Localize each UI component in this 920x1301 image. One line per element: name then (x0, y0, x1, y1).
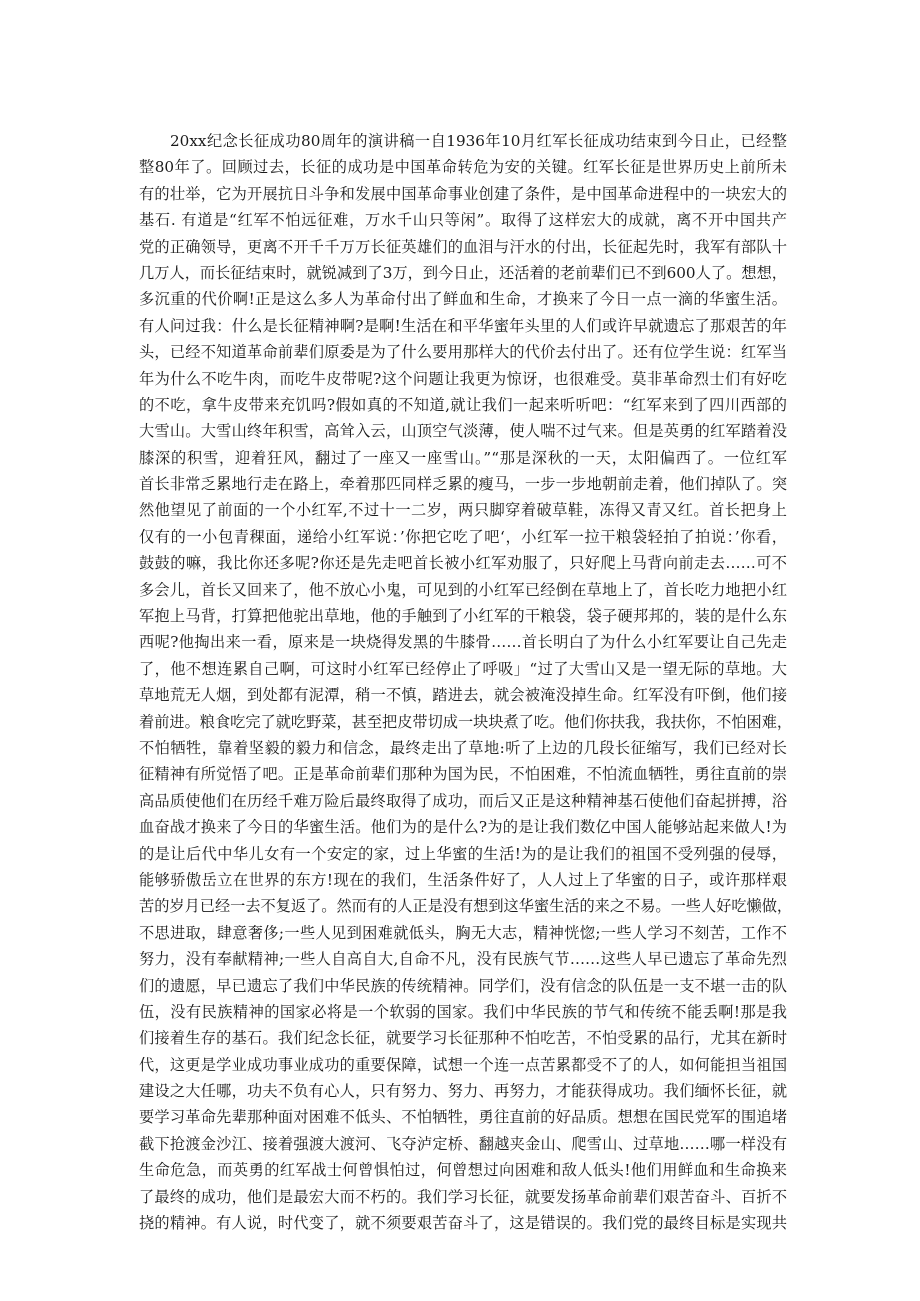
text-line: 们的遗愿，早已遗忘了我们中华民族的传统精神。同学们，没有信念的队伍是一支不堪一击的队 (139, 976, 787, 995)
text-line: 膝深的积雪，迎着狂风，翻过了一座又一座雪山。”“那是深秋的一天，太阳偏西了。一位红军 (139, 448, 787, 467)
text-line: 有人问过我：什么是长征精神啊?是啊!生活在和平华蜜年头里的人们或许早就遗忘了那艰苦的年 (139, 316, 787, 335)
text-line: 然他望见了前面的一个小红军,不过十一二岁，两只脚穿着破草鞋，冻得又青又红。首长把身上 (139, 501, 787, 520)
text-line: 首长非常乏累地行走在路上，牵着那匹同样乏累的瘦马，一步一步地朝前走着，他们掉队了。突 (139, 475, 787, 494)
text-line: 不怕牺牲，靠着坚毅的毅力和信念，最终走出了草地:听了上边的几段长征缩写，我们已经对长 (139, 738, 787, 757)
text-line: 基石. 有道是“红军不怕远征难，万水千山只等闲”。取得了这样宏大的成就，离不开中国共产 (139, 211, 787, 230)
text-line: 草地荒无人烟，到处都有泥潭，稍一不慎，踏进去，就会被淹没掉生命。红军没有吓倒，他们接 (139, 686, 787, 705)
text-line: 头，已经不知道革命前辈们原委是为了什么要用那样大的代价去付出了。还有位学生说：红军当 (139, 343, 787, 362)
text-line: 的是让后代中华儿女有一个安定的家，过上华蜜的生活!为的是让我们的祖国不受列强的侵辱， (139, 844, 787, 863)
text-line: 生命危急，而英勇的红军战士何曾惧怕过，何曾想过向困难和敌人低头!他们用鲜血和生命换来 (139, 1161, 787, 1180)
text-line: 多沉重的代价啊!正是这么多人为革命付出了鲜血和生命，才换来了今日一点一滴的华蜜生活。 (139, 290, 787, 309)
text-line: 了最终的成功，他们是最宏大而不朽的。我们学习长征，就要发扬革命前辈们艰苦奋斗、百折不 (139, 1187, 787, 1206)
text-line: 截下抢渡金沙江、接着强渡大渡河、飞夺泸定桥、翻越夹金山、爬雪山、过草地……哪一样没有 (139, 1134, 787, 1153)
text-line: 20xx纪念长征成功80周年的演讲稿一自1936年10月红军长征成功结束到今日止，已经整 (170, 132, 787, 150)
text-line: 代，这更是学业成功事业成功的重要保障，试想一个连一点苦累都受不了的人，如何能担当祖国 (139, 1055, 787, 1074)
text-line: 要学习革命先辈那种面对困难不低头、不怕牺牲，勇往直前的好品质。想想在国民党军的围追堵 (139, 1108, 787, 1127)
text-line: 努力，没有奉献精神;一些人自高自大,自命不凡，没有民族气节……这些人早已遗忘了革命先烈 (139, 950, 787, 969)
text-line: 高品质使他们在历经千难万险后最终取得了成功，而后又正是这种精神基石使他们奋起拼搏，浴 (139, 791, 787, 810)
text-line: 整80年了。回顾过去，长征的成功是中国革命转危为安的关键。红军长征是世界历史上前所未 (139, 158, 787, 177)
text-line: 着前进。粮食吃完了就吃野菜，甚至把皮带切成一块块煮了吃。他们你扶我，我扶你，不怕困难， (139, 712, 793, 731)
text-line: 挠的精神。有人说，时代变了，就不须要艰苦奋斗了，这是错误的。我们党的最终目标是实现共 (139, 1214, 787, 1233)
text-line: 伍，没有民族精神的国家必将是一个软弱的国家。我们中华民族的节气和传统不能丢啊!那是我 (139, 1002, 787, 1021)
text-line: 能够骄傲岳立在世界的东方!现在的我们，生活条件好了，人人过上了华蜜的日子，或许那样艰 (139, 870, 787, 889)
text-line: 年为什么不吃牛肉，而吃牛皮带呢?这个问题让我更为惊讶，也很难受。莫非革命烈士们有好吃 (139, 369, 787, 388)
text-line: 多会儿，首长又回来了，他不放心小鬼，可见到的小红军已经倒在草地上了，首长吃力地把小红 (139, 580, 787, 599)
text-line: 不思进取，肆意奢侈;一些人见到困难就低头，胸无大志，精神恍惚;一些人学习不刻苦，工作不 (139, 923, 787, 942)
text-line: 西呢?他掏出来一看，原来是一块烧得发黑的牛膝骨……首长明白了为什么小红军要让自己先走 (139, 633, 787, 652)
text-line: 的不吃，拿牛皮带来充饥吗?假如真的不知道,就让我们一起来听听吧：“红军来到了四川西部的 (139, 395, 787, 414)
text-line: 有的壮举，它为开展抗日斗争和发展中国革命事业创建了条件，是中国革命进程中的一块宏大的 (139, 184, 787, 203)
text-line: 党的正确领导，更离不开千千万万长征英雄们的血泪与汗水的付出，长征起先时，我军有部队十 (139, 237, 787, 256)
text-line: 征精神有所觉悟了吧。正是革命前辈们那种为国为民，不怕困难，不怕流血牺牲，勇往直前的崇 (139, 765, 787, 784)
text-line: 几万人，而长征结束时，就锐减到了3万，到今日止，还活着的老前辈们已不到600人了。想想， (139, 263, 787, 282)
text-line: 建设之大任哪，功夫不负有心人，只有努力、努力、再努力，才能获得成功。我们缅怀长征，就 (139, 1082, 787, 1101)
text-line: 们接着生存的基石。我们纪念长征，就要学习长征那种不怕吃苦，不怕受累的品行，尤其在新时 (139, 1029, 787, 1048)
text-line: 了，他不想连累自己啊，可这时小红军已经停止了呼吸」“过了大雪山又是一望无际的草地。大 (139, 659, 787, 678)
text-line: 苦的岁月已经一去不复返了。然而有的人正是没有想到这华蜜生活的来之不易。一些人好吃懒做， (139, 897, 793, 916)
text-line: 大雪山。大雪山终年积雪，高耸入云，山顶空气淡薄，使人喘不过气来。但是英勇的红军踏着没 (139, 422, 787, 441)
text-line: 血奋战才换来了今日的华蜜生活。他们为的是什么?为的是让我们数亿中国人能够站起来做人!为 (139, 818, 787, 837)
text-line: 鼓鼓的嘛，我比你还多呢?你还是先走吧首长被小红军劝服了，只好爬上马背向前走去……可不 (139, 554, 787, 573)
speech-body (139, 128, 793, 1236)
text-line: 军抱上马背，打算把他驼出草地，他的手触到了小红军的干粮袋，袋子硬邦邦的，装的是什么东 (139, 607, 787, 626)
text-line: 仅有的一小包青稞面，递给小红军说：’你把它吃了吧‘，小红军一拉干粮袋轻拍了拍说：’你看， (139, 527, 787, 546)
